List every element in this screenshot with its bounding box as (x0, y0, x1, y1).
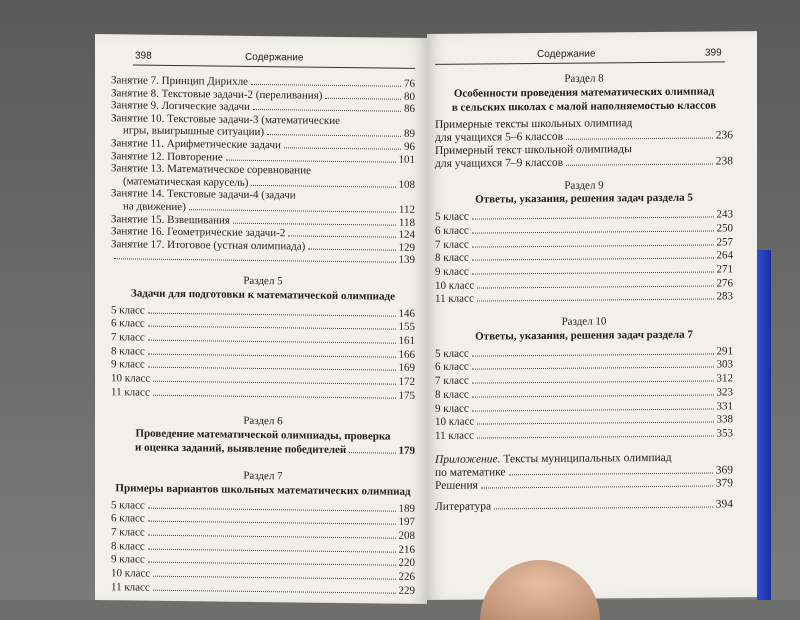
entry-label: 5 класс (111, 303, 145, 317)
section8-heading-line1: Особенности проведения математических олимпиад (453, 85, 715, 100)
entry-label: 7 класс (435, 238, 469, 251)
entry-label: 9 класс (111, 358, 145, 371)
entry-label: Занятие 11. Арифметические задачи (111, 137, 281, 152)
leader-dots (472, 394, 714, 397)
leader-dots (472, 353, 714, 356)
right-page (427, 31, 757, 600)
leader-dots (153, 576, 395, 580)
section10-rows (435, 345, 733, 444)
entry-label: 8 класс (435, 251, 469, 265)
page-num: 353 (716, 427, 733, 440)
section9-heading: Ответы, указания, решения задач раздела 5 (475, 191, 693, 206)
section5-rows (111, 304, 415, 404)
page-num: 226 (398, 570, 415, 584)
section7-heading: Примеры вариантов школьных математических олимпиад (115, 481, 411, 498)
leader-dots (472, 381, 714, 384)
entry-label: 10 класс (435, 279, 475, 292)
page-num: 155 (398, 320, 415, 334)
header-rule-right (435, 61, 725, 65)
page-num: 338 (716, 413, 733, 426)
toc-entry[interactable] (435, 155, 733, 171)
literature-entry[interactable] (435, 498, 733, 514)
page-num: 197 (398, 516, 415, 529)
entry-label: 11 класс (111, 385, 150, 399)
page-num: 220 (398, 557, 415, 570)
page-num: 276 (716, 277, 733, 290)
appendix-entry[interactable] (435, 451, 733, 480)
leader-dots (148, 535, 396, 539)
leader-dots (481, 485, 713, 488)
entry-label: 8 класс (435, 388, 469, 401)
page-num: 101 (398, 153, 415, 166)
entry-label-line1: Занятие 10. Текстовые задачи-3 (математические (111, 111, 340, 127)
solutions-label: Решения (435, 479, 478, 492)
leader-dots (284, 147, 401, 149)
entry-label-line1: Занятие 14. Текстовые задачи-4 (задачи (111, 187, 296, 202)
entry-label: 5 класс (435, 210, 469, 224)
entry-label: 8 класс (111, 344, 145, 358)
leader-dots (189, 209, 396, 213)
entry-label: 10 класс (111, 567, 151, 580)
leader-dots (288, 235, 395, 237)
entry-label: 9 класс (435, 265, 469, 278)
appendix-text: Тексты муниципальных олимпиад (503, 451, 672, 465)
leader-dots (472, 408, 714, 411)
toc-entry[interactable] (111, 251, 415, 267)
entry-label: 11 класс (111, 581, 150, 594)
entry-label: 6 класс (111, 317, 145, 330)
page-num: 394 (715, 497, 733, 511)
entry-label-cont: для учащихся 7–9 классов (435, 156, 564, 170)
leader-dots (308, 248, 395, 250)
leader-dots (472, 244, 714, 247)
entry-label: Занятие 15. Взвешивания (111, 212, 230, 227)
section8-heading-line2: в сельских школах с малой наполняемостью классов (451, 99, 717, 114)
entry-label: 7 класс (435, 374, 469, 388)
appendix-prefix: Приложение. (435, 452, 501, 466)
toc-left (111, 74, 415, 598)
page-num: 331 (716, 399, 733, 412)
running-head-left: Содержание (245, 51, 304, 64)
section5-heading: Задачи для подготовки к математической олимпиаде (131, 286, 395, 303)
page-num: 369 (715, 463, 733, 477)
left-page (95, 34, 427, 604)
page-num: 323 (716, 386, 733, 399)
leader-dots (494, 506, 713, 509)
page-num: 139 (398, 254, 415, 267)
toc-entry[interactable] (435, 427, 733, 443)
section9-title: Раздел 9 (564, 179, 604, 192)
leader-dots (325, 97, 401, 99)
page-num: 112 (398, 203, 415, 216)
section8-rows (435, 116, 733, 171)
entry-label-line1: Примерный текст школьной олимпиады (435, 142, 632, 157)
leader-dots (148, 367, 396, 371)
leader-dots (148, 521, 396, 525)
entry-label-line1: Примерные тексты школьных олимпиад (435, 116, 633, 131)
toc-right (435, 71, 733, 513)
page-num: 229 (398, 584, 415, 597)
leader-dots (251, 185, 395, 188)
page-num: 271 (716, 263, 733, 276)
section9-rows (435, 209, 733, 308)
page-num: 303 (716, 358, 733, 371)
entry-label: Занятие 17. Итоговое (устная олимпиада) (111, 237, 306, 253)
leader-dots (153, 590, 396, 594)
leader-dots (566, 163, 713, 165)
leader-dots (253, 109, 401, 112)
page-num: 108 (398, 178, 415, 191)
page-number-right: 399 (705, 47, 722, 59)
section7-title: Раздел 7 (243, 469, 283, 483)
page-num: 250 (716, 222, 733, 235)
section7-rows (111, 499, 415, 599)
page-num: 264 (716, 249, 733, 262)
header-rule-left (133, 64, 415, 68)
page-num: 312 (716, 372, 733, 385)
section10-title: Раздел 10 (561, 315, 607, 328)
page-num: 283 (716, 290, 733, 303)
page-num: 118 (398, 216, 415, 229)
leader-dots (267, 134, 401, 137)
entry-label: 7 класс (111, 526, 145, 539)
entry-label: Занятие 16. Геометрические задачи-2 (111, 225, 286, 240)
section6-heading-line1: Проведение математической олимпиады, проверка (135, 427, 391, 443)
page-num: 146 (398, 307, 415, 320)
leader-dots (477, 435, 714, 438)
section5-title: Раздел 5 (243, 274, 283, 288)
page-num: 129 (398, 241, 415, 254)
page-num: 172 (398, 375, 415, 388)
book-cover-edge (757, 250, 771, 600)
entry-label: 9 класс (111, 553, 145, 567)
leader-dots (148, 548, 396, 552)
page-num: 216 (398, 543, 415, 556)
section6-heading-line2: и оценка заданий, выявление победителей (135, 441, 347, 457)
entry-label: Занятие 12. Повторение (111, 149, 223, 164)
entry-label: 11 класс (435, 292, 474, 306)
page-num: 379 (715, 476, 733, 490)
entry-label: Занятие 8. Текстовые задачи-2 (переливания) (111, 86, 323, 102)
leader-dots (472, 217, 714, 220)
entry-label-cont: игры, выигрышные ситуации) (123, 124, 265, 139)
page-num: 80 (404, 90, 415, 103)
leader-dots (477, 285, 713, 288)
leader-dots (251, 84, 401, 87)
leader-dots (477, 422, 713, 425)
section6-title: Раздел 6 (243, 415, 283, 428)
lessons-list (111, 74, 415, 267)
page-num: 166 (398, 348, 415, 361)
leader-dots (472, 230, 714, 233)
page-num: 238 (715, 154, 733, 168)
leader-dots (148, 507, 396, 511)
page-num: 124 (398, 228, 415, 242)
leader-dots (472, 271, 714, 274)
page-num: 175 (398, 389, 415, 402)
page-num: 189 (398, 502, 415, 515)
page-num: 257 (716, 235, 733, 249)
entry-label: 5 класс (111, 498, 145, 512)
page-num: 161 (398, 334, 415, 347)
literature-label: Литература (435, 500, 492, 513)
leader-dots (148, 326, 396, 330)
toc-entry[interactable] (111, 386, 415, 403)
appendix-cont: по математике (435, 465, 506, 479)
page-num: 76 (404, 77, 415, 90)
page-num: 291 (716, 345, 733, 358)
leader-dots (114, 259, 396, 263)
entry-label-cont: на движение) (123, 200, 186, 214)
solutions-entry[interactable] (435, 477, 733, 493)
page-num: 236 (715, 128, 733, 142)
toc-entry[interactable] (111, 581, 415, 598)
page-num: 243 (716, 208, 733, 221)
entry-label: 6 класс (111, 512, 145, 525)
section10-heading: Ответы, указания, решения задач раздела 7 (475, 328, 693, 343)
leader-dots (148, 312, 396, 316)
leader-dots (566, 137, 713, 139)
entry-label: Занятие 7. Принцип Дирихле (111, 74, 248, 88)
page-num: 86 (404, 102, 415, 116)
leader-dots (148, 340, 396, 344)
entry-label: 7 класс (111, 331, 145, 344)
entry-label: 6 класс (435, 361, 469, 374)
leader-dots (226, 159, 396, 162)
page-num: 169 (398, 362, 415, 375)
toc-entry[interactable] (435, 291, 733, 307)
entry-label: 5 класс (435, 347, 469, 360)
entry-label-cont: (математическая карусель) (123, 175, 249, 189)
leader-dots (148, 562, 396, 566)
entry-label: 10 класс (111, 372, 151, 385)
entry-label-line1: Занятие 13. Математическое соревнование (111, 162, 311, 177)
entry-label: 6 класс (435, 224, 469, 237)
running-head-right: Содержание (537, 48, 596, 61)
leader-dots (349, 452, 395, 454)
entry-label: 8 класс (111, 539, 145, 553)
entry-label: Занятие 9. Логические задачи (111, 99, 250, 114)
entry-label-cont: для учащихся 5–6 классов (435, 130, 564, 144)
entry-label: 11 класс (435, 429, 474, 442)
page-number-left: 398 (135, 50, 152, 62)
leader-dots (472, 367, 714, 370)
leader-dots (509, 472, 713, 475)
page-num: 96 (404, 140, 415, 153)
leader-dots (148, 353, 396, 357)
page-num: 89 (404, 128, 415, 141)
leader-dots (472, 258, 714, 261)
entry-label: 9 класс (435, 402, 469, 415)
entry-label: 10 класс (435, 415, 475, 429)
leader-dots (153, 394, 396, 398)
page-num: 208 (398, 529, 415, 542)
page-num: 179 (398, 444, 415, 457)
leader-dots (477, 299, 714, 302)
section8-title: Раздел 8 (564, 72, 604, 85)
leader-dots (233, 222, 396, 225)
leader-dots (153, 381, 395, 385)
